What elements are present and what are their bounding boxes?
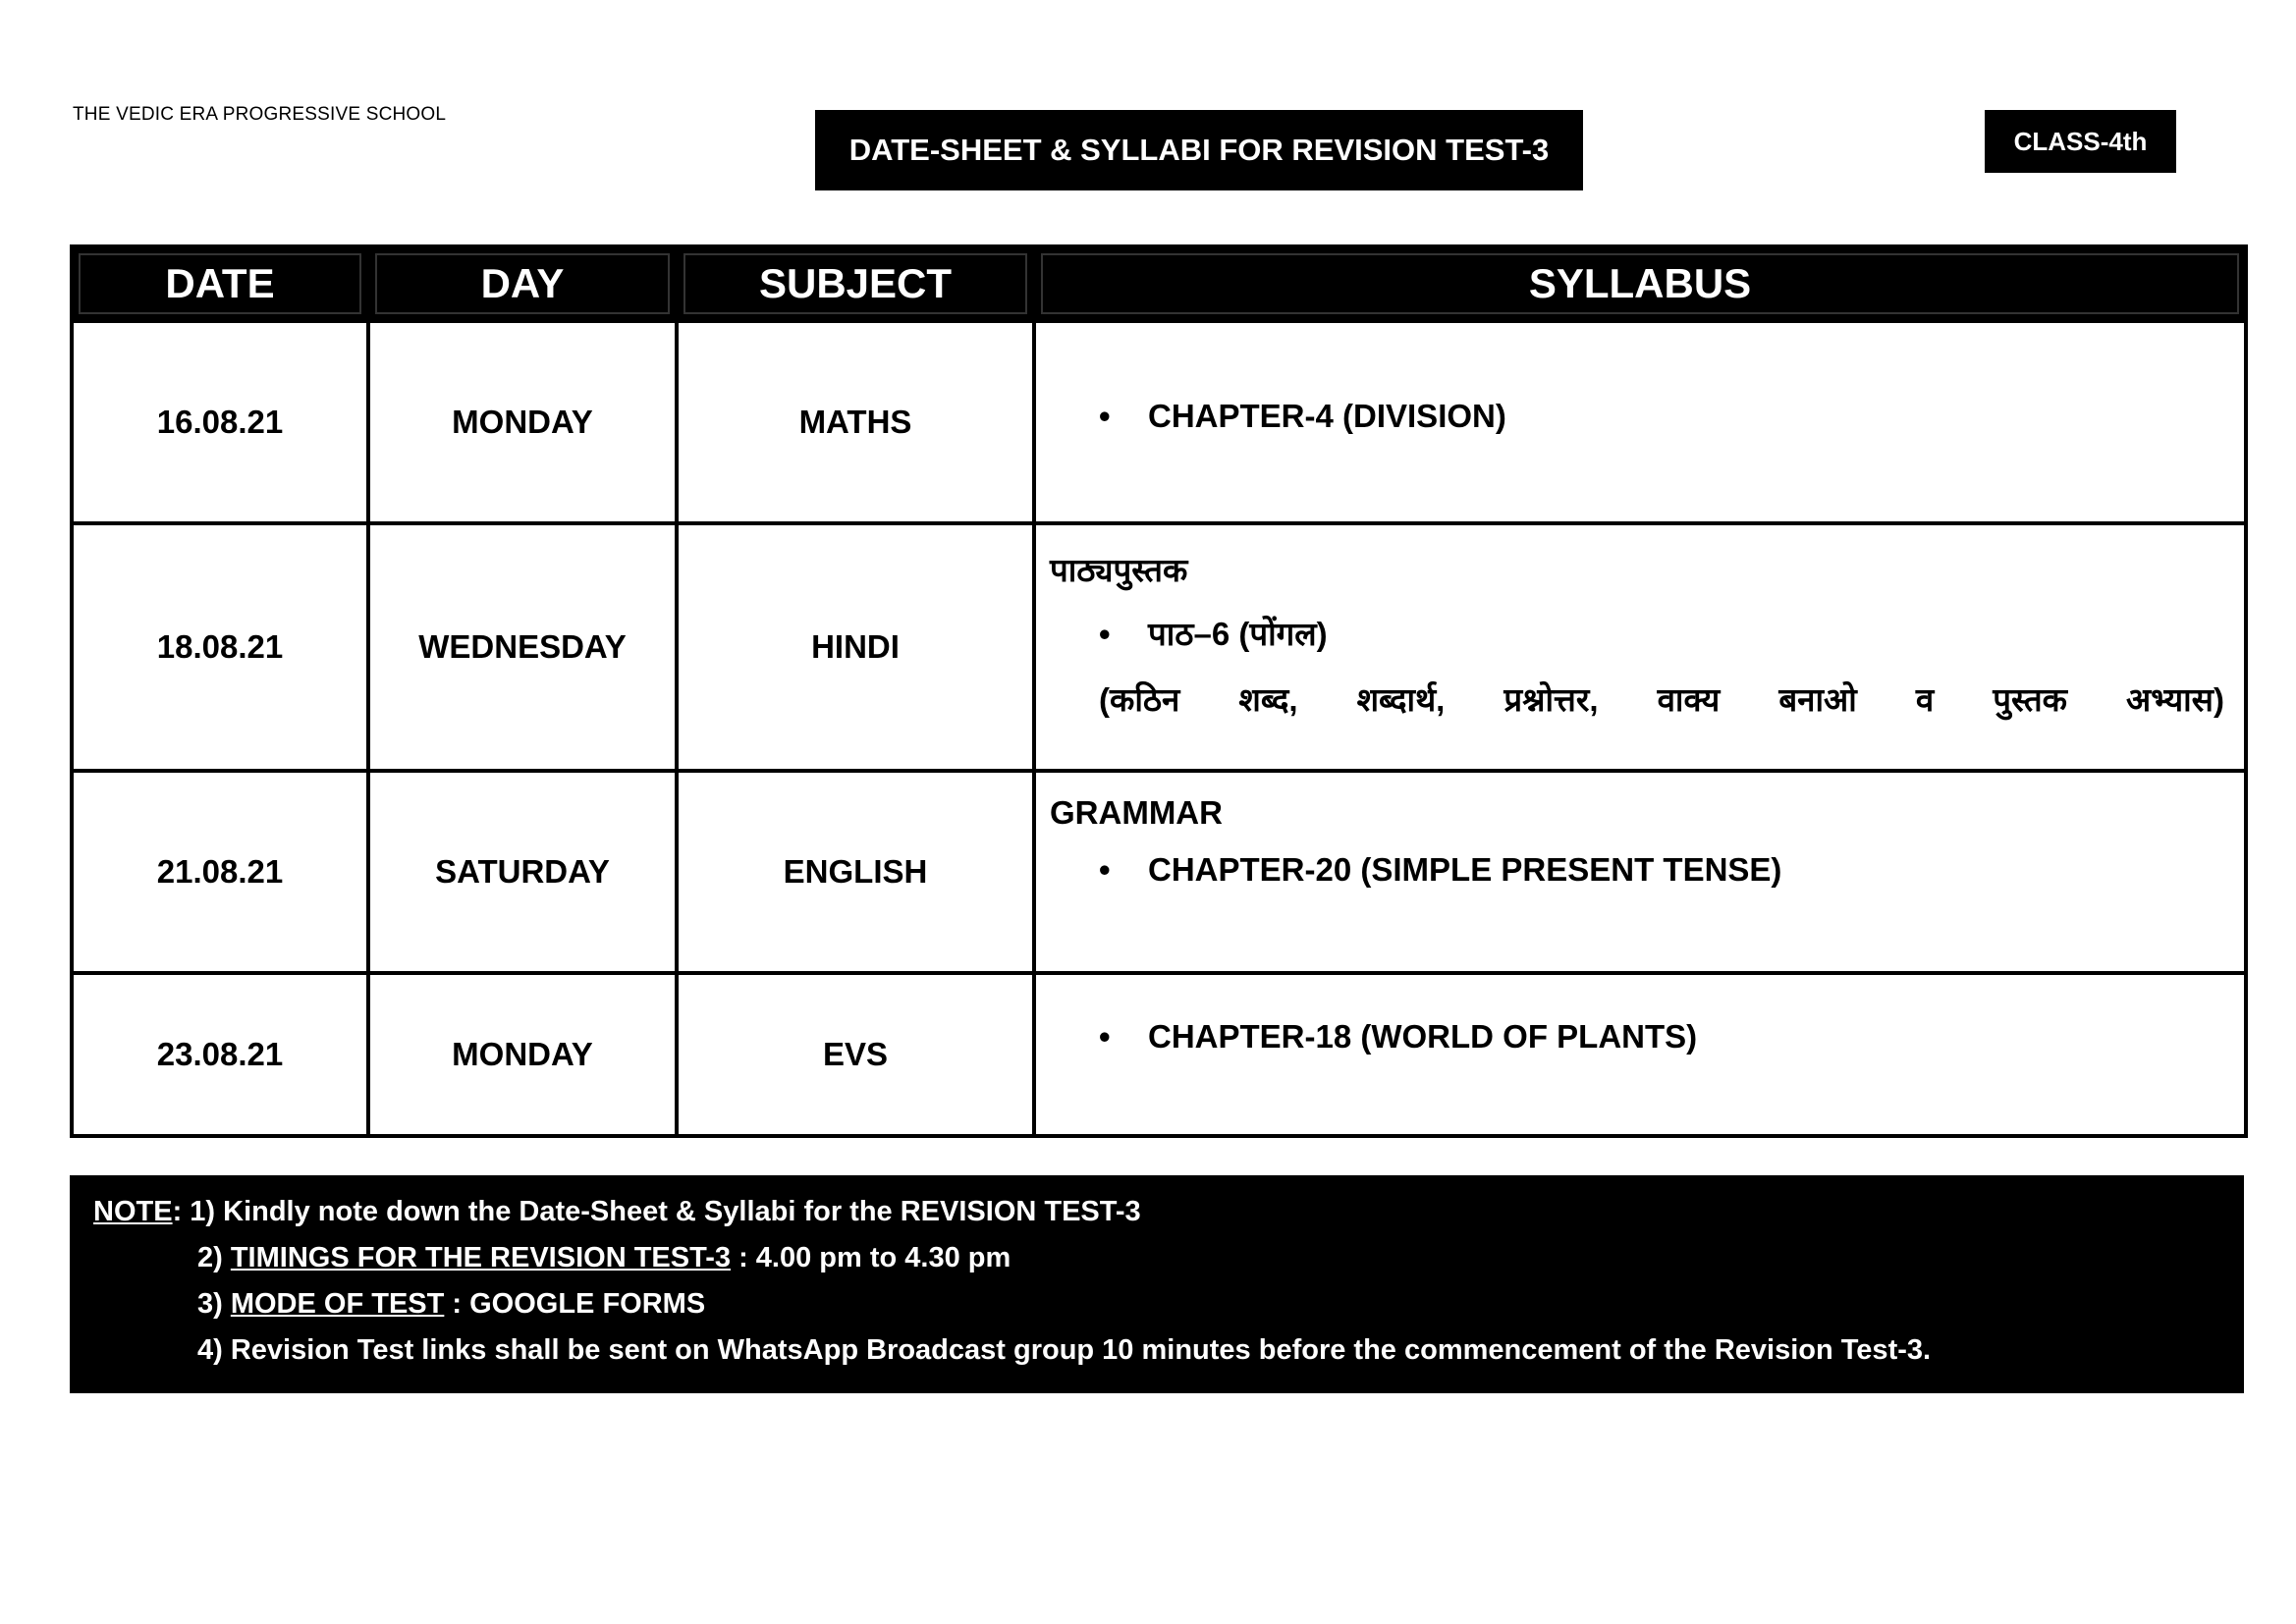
syllabus-bullet-item — [1099, 1018, 2224, 1056]
cell-subject: ENGLISH — [677, 771, 1034, 973]
cell-day: SATURDAY — [368, 771, 677, 973]
cell-syllabus — [1034, 771, 2246, 973]
note-line-4 — [93, 1327, 2220, 1374]
cell-date: 21.08.21 — [72, 771, 368, 973]
class-badge-text: CLASS-4th — [2013, 126, 2148, 156]
cell-subject: MATHS — [677, 321, 1034, 523]
syllabus-detail-word: बनाओ — [1778, 681, 1857, 718]
note-box — [70, 1175, 2244, 1393]
cell-day: MONDAY — [368, 973, 677, 1136]
cell-syllabus — [1034, 523, 2246, 771]
cell-syllabus — [1034, 973, 2246, 1136]
cell-day: MONDAY — [368, 321, 677, 523]
syllabus-detail-word: पुस्तक — [1993, 681, 2067, 718]
bullet-icon: • — [1099, 851, 1111, 888]
syllabus-detail-word: व — [1915, 681, 1935, 718]
cell-date: 18.08.21 — [72, 523, 368, 771]
syllabus-bullet-text: CHAPTER-4 (DIVISION) — [1148, 398, 1506, 434]
cell-day: WEDNESDAY — [368, 523, 677, 771]
bullet-icon: • — [1099, 616, 1111, 652]
note-line-2-underlined: TIMINGS FOR THE REVISION TEST-3 — [230, 1242, 732, 1273]
bullet-icon: • — [1099, 398, 1111, 434]
cell-subject: HINDI — [677, 523, 1034, 771]
class-badge — [1985, 110, 2176, 173]
note-line-3-underlined: MODE OF TEST — [230, 1288, 445, 1320]
column-header-date: DATE — [72, 246, 368, 321]
bullet-icon: • — [1099, 1018, 1111, 1055]
date-sheet-table — [70, 244, 2248, 1138]
syllabus-bullet-text: पाठ–6 (पोंगल) — [1148, 616, 1328, 652]
column-header-subject: SUBJECT — [677, 246, 1034, 321]
cell-date: 16.08.21 — [72, 321, 368, 523]
syllabus-bullet-item — [1099, 851, 2224, 889]
syllabus-bullet-item — [1099, 398, 2224, 435]
note-line-2-rest: : 4.00 pm to 4.30 pm — [731, 1242, 1011, 1273]
cell-syllabus — [1034, 321, 2246, 523]
note-line-3-rest: : GOOGLE FORMS — [444, 1288, 706, 1320]
column-header-day: DAY — [368, 246, 677, 321]
column-header-syllabus: SYLLABUS — [1034, 246, 2246, 321]
cell-subject: EVS — [677, 973, 1034, 1136]
table-row — [72, 771, 2246, 973]
table-row — [72, 973, 2246, 1136]
syllabus-details — [1099, 677, 2224, 721]
note-line-3 — [93, 1281, 2220, 1327]
syllabus-heading: पाठ्यपुस्तक — [1050, 552, 1188, 588]
note-line-4-text: 4) Revision Test links shall be sent on WhatsApp Broadcast group 10 minutes before the commencement of the Revision Test-3. — [197, 1334, 1932, 1366]
table-row — [72, 321, 2246, 523]
syllabus-detail-word: शब्दार्थ, — [1356, 681, 1446, 718]
document-title — [815, 110, 1583, 190]
syllabus-bullet-text: CHAPTER-18 (WORLD OF PLANTS) — [1148, 1018, 1698, 1055]
syllabus-detail-word: शब्द, — [1238, 681, 1298, 718]
document-title-text: DATE-SHEET & SYLLABI FOR REVISION TEST-3 — [848, 133, 1550, 167]
syllabus-detail-word: प्रश्नोत्तर, — [1503, 681, 1599, 718]
school-name: THE VEDIC ERA PROGRESSIVE SCHOOL — [73, 104, 447, 125]
note-line-2-prefix: 2) — [197, 1242, 231, 1273]
note-line-1-text: : 1) Kindly note down the Date-Sheet & Syllabi for the REVISION TEST-3 — [172, 1196, 1141, 1227]
note-label: NOTE — [93, 1196, 173, 1227]
syllabus-heading: GRAMMAR — [1050, 794, 1223, 831]
table-row — [72, 523, 2246, 771]
syllabus-bullet-text: CHAPTER-20 (SIMPLE PRESENT TENSE) — [1148, 851, 1782, 888]
syllabus-detail-word: (कठिन — [1099, 681, 1180, 718]
syllabus-detail-word: वाक्य — [1657, 681, 1721, 718]
cell-date: 23.08.21 — [72, 973, 368, 1136]
note-line-1 — [93, 1189, 2220, 1235]
note-line-3-prefix: 3) — [197, 1288, 231, 1320]
table-header-row — [72, 246, 2246, 321]
syllabus-detail-word: अभ्यास) — [2126, 681, 2224, 718]
syllabus-bullet-item — [1099, 611, 2224, 655]
note-line-2 — [93, 1235, 2220, 1281]
